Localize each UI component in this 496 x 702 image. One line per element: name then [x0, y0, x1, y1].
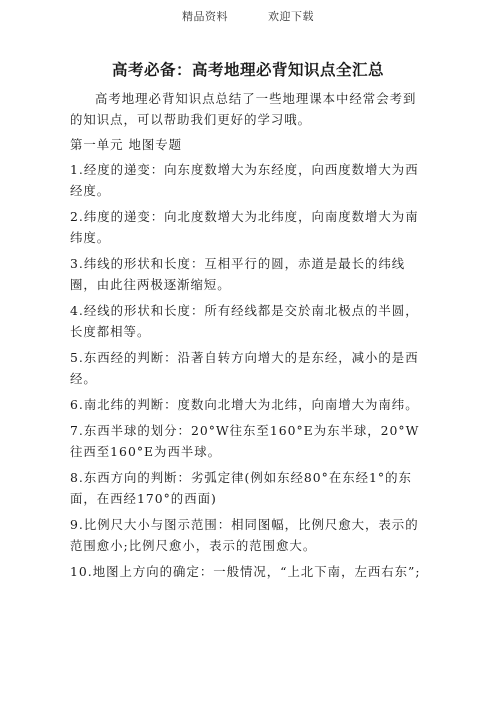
list-item-3: 3.纬线的形状和长度：互相平行的圆，赤道是最长的纬线圈，由此往两极逐渐缩短。: [70, 256, 406, 292]
list-item-6: 6.南北纬的判断：度数向北增大为北纬，向南增大为南纬。: [70, 397, 419, 412]
unit-heading: 第一单元 地图专题: [70, 137, 183, 152]
list-item-7: 7.东西半球的划分：20°W往东至160°E为东半球，20°W往西至160°E为西半球。: [70, 423, 420, 459]
list-item-2: 2.纬度的递变：向北度数增大为北纬度，向南度数增大为南纬度。: [70, 209, 419, 245]
intro-paragraph: 高考地理必背知识点总结了一些地理课本中经常会考到的知识点，可以帮助我们更好的学习哦。: [70, 91, 417, 127]
list-item-10: 10.地图上方向的确定：一般情况，“上北下南，左西右东”;: [70, 564, 421, 579]
page-header: [0, 8, 496, 24]
list-item-9: 9.比例尺大小与图示范围：相同图幅，比例尺愈大，表示的范围愈小;比例尺愈小，表示的范围愈大。: [70, 517, 419, 553]
list-item-8: 8.东西方向的判断：劣弧定律(例如东经80°在东经1°的东面，在西经170°的西面): [70, 470, 412, 506]
document-body: [70, 58, 426, 587]
header-left-text: 精品资料: [182, 10, 228, 23]
document-title: 高考必备：高考地理必背知识点全汇总: [111, 60, 384, 79]
list-item-4: 4.经线的形状和长度：所有经线都是交於南北极点的半圆，长度都相等。: [70, 303, 419, 339]
header-right-text: 欢迎下载: [268, 10, 314, 23]
list-item-1: 1.经度的递变：向东度数增大为东经度，向西度数增大为西经度。: [70, 162, 419, 198]
list-item-5: 5.东西经的判断：沿著自转方向增大的是东经，减小的是西经。: [70, 350, 419, 386]
